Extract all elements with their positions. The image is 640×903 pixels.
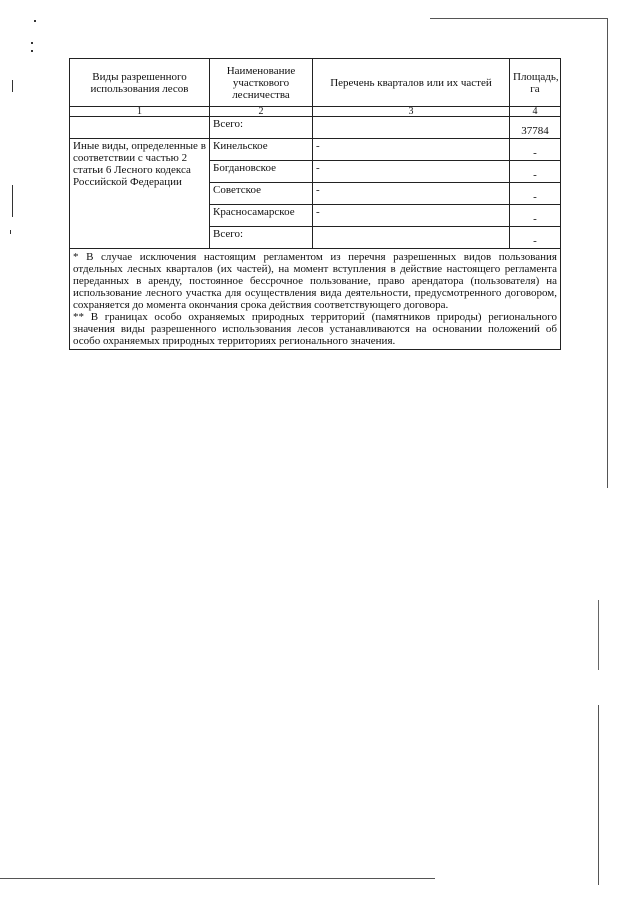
land-use-table [69, 58, 561, 350]
header-quarters: Перечень кварталов или их частей [313, 59, 510, 107]
header-use-type: Виды разрешенного использования лесов [70, 59, 210, 107]
scan-edge-top [430, 18, 608, 19]
scan-mark [12, 185, 13, 217]
area-cell: - [510, 161, 561, 183]
scan-mark [31, 50, 33, 52]
scan-edge-right [598, 705, 599, 885]
total-quarters [313, 227, 510, 249]
area-cell: - [510, 183, 561, 205]
quarters-cell: - [313, 139, 510, 161]
area-cell: - [510, 205, 561, 227]
footnote-2: ** В границах особо охраняемых природных территорий (памятников природы) регионального значения виды разрешенного использования лесов устанавливаются на основании положений об особо охраняемых природных территориях регионального значения. [73, 311, 557, 347]
total-label: Всего: [210, 227, 313, 249]
total-area: - [510, 227, 561, 249]
column-number: 3 [313, 107, 510, 117]
use-type-cell: Иные виды, определенные в соответствии с частью 2 статьи 6 Лесного кодекса Российской Федерации [70, 139, 210, 249]
scan-mark [31, 42, 33, 44]
forestry-name: Богдановское [210, 161, 313, 183]
total-area: 37784 [510, 117, 561, 139]
total-label: Всего: [210, 117, 313, 139]
scan-mark [10, 230, 11, 234]
forestry-name: Кинельское [210, 139, 313, 161]
header-area: Площадь, га [510, 59, 561, 107]
scan-mark [12, 80, 13, 92]
quarters-cell: - [313, 161, 510, 183]
scan-mark [34, 20, 36, 22]
total-quarters [313, 117, 510, 139]
forestry-name: Красносамарское [210, 205, 313, 227]
scan-edge-right [607, 18, 608, 488]
column-number: 2 [210, 107, 313, 117]
forestry-name: Советское [210, 183, 313, 205]
scan-edge-bottom [0, 878, 435, 879]
footnotes-cell [70, 249, 561, 350]
quarters-cell: - [313, 183, 510, 205]
column-number-row [70, 107, 561, 117]
header-forestry: Наименование участкового лесничества [210, 59, 313, 107]
empty-cell [70, 117, 210, 139]
column-number: 4 [510, 107, 561, 117]
total-row-top [70, 117, 561, 139]
column-number: 1 [70, 107, 210, 117]
area-cell: - [510, 139, 561, 161]
quarters-cell: - [313, 205, 510, 227]
table-row [70, 139, 561, 161]
notes-row [70, 249, 561, 350]
scan-edge-right [598, 600, 599, 670]
header-row [70, 59, 561, 107]
footnote-1: * В случае исключения настоящим регламентом из перечня разрешенных видов пользования отдельных лесных кварталов (их частей), на момент вступления в действие настоящего регламента переданных в аренду, постоянное бессрочное пользование, право арендатора (пользователя) на использование лесного участка для осуществления вида деятельности, предусмотренного договором, сохраняется до момента окончания срока действия соответствующего договора. [73, 251, 557, 311]
